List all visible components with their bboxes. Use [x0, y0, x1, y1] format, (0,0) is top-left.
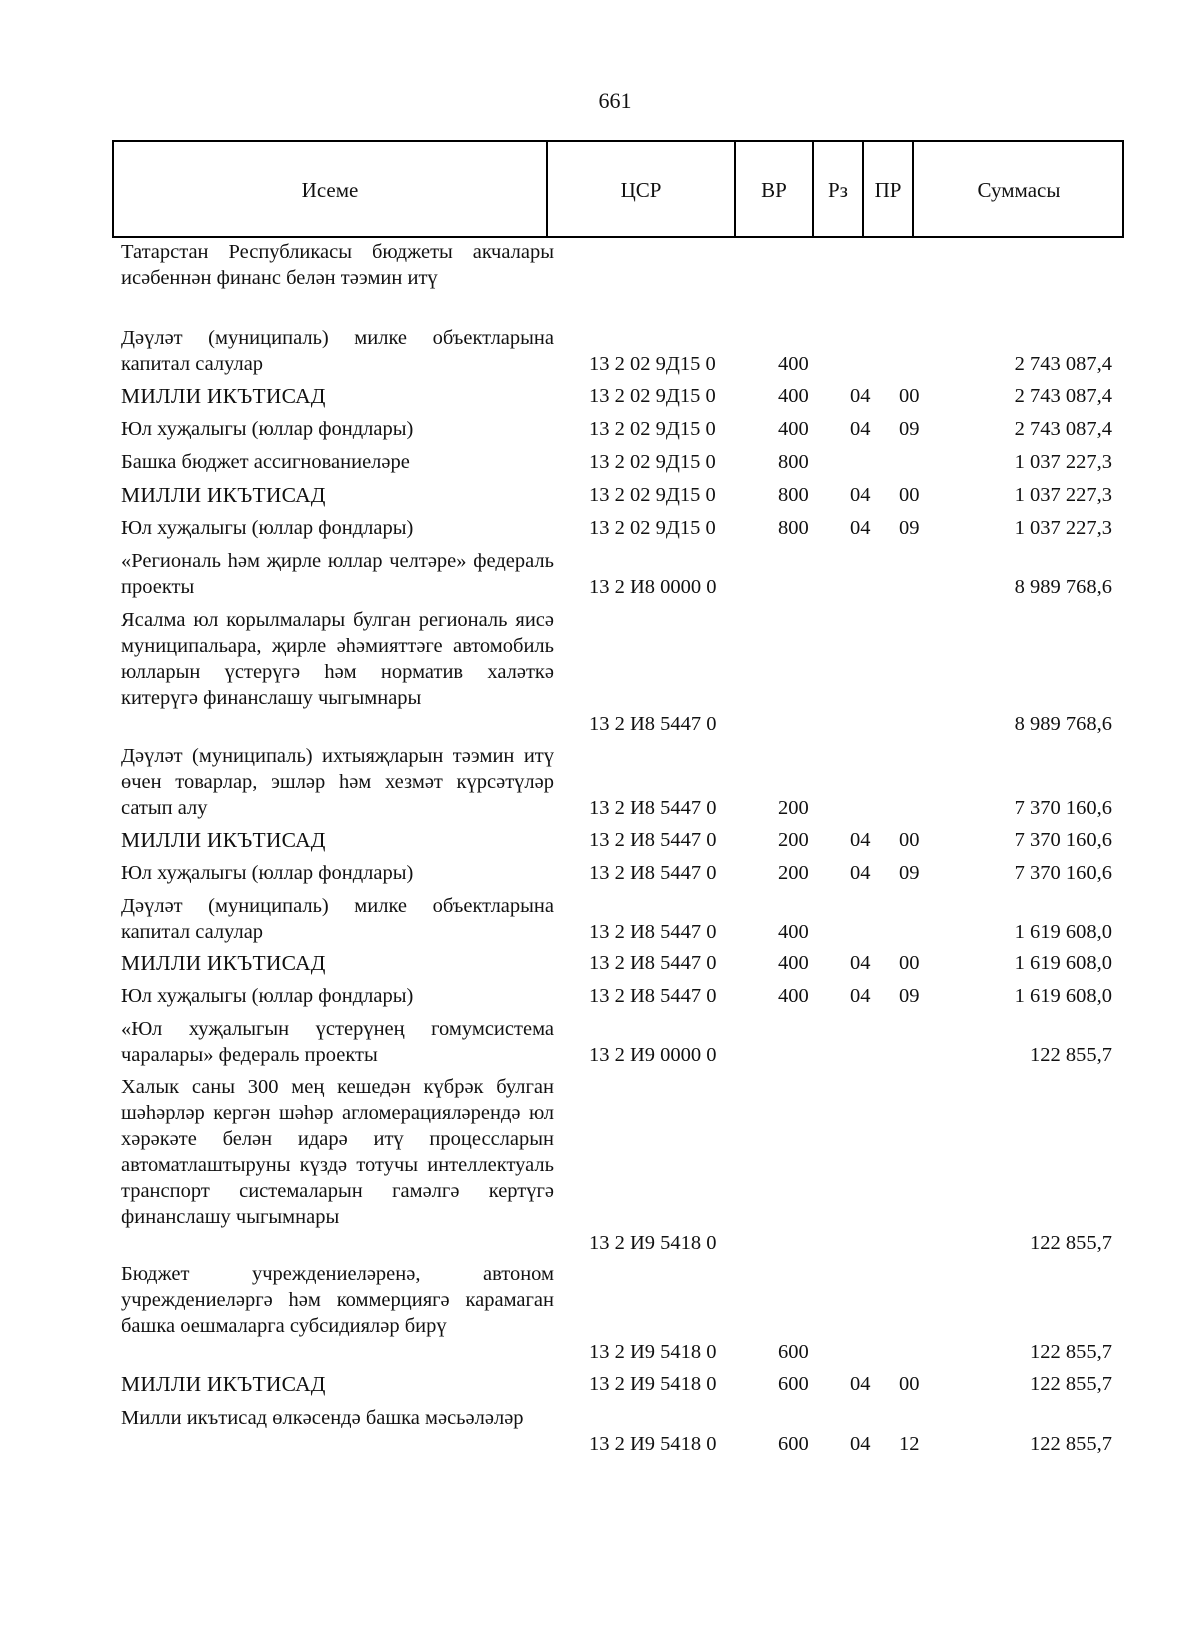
row-vr: 400: [778, 921, 809, 943]
row-pr: 09: [899, 418, 920, 440]
row-vr: 400: [778, 385, 809, 407]
row-vr: 400: [778, 952, 809, 974]
table-row: [0, 1371, 1200, 1397]
row-csr: 13 2 02 9Д15 0: [589, 418, 716, 440]
row-sum: 7 370 160,6: [1014, 797, 1112, 819]
header-csr: ЦСР: [620, 177, 662, 202]
row-sum: 7 370 160,6: [1014, 862, 1112, 884]
row-name: МИЛЛИ ИКЪТИСАД: [121, 483, 326, 507]
row-csr: 13 2 И9 0000 0: [589, 1044, 717, 1066]
table-row: [0, 893, 1200, 945]
row-vr: 800: [778, 517, 809, 539]
row-csr: 13 2 И8 5447 0: [589, 713, 717, 735]
row-sum: 2 743 087,4: [1014, 418, 1112, 440]
row-csr: 13 2 02 9Д15 0: [589, 484, 716, 506]
row-name: «Региональ һәм җирле юллар челтәре» федераль проекты: [121, 550, 554, 598]
row-sum: 122 855,7: [1030, 1373, 1112, 1395]
row-name: Дәүләт (муниципаль) милке объектларына капитал салулар: [121, 327, 554, 375]
row-csr: 13 2 И8 5447 0: [589, 829, 717, 851]
row-rz: 04: [850, 985, 871, 1007]
header-name: Исеме: [301, 177, 359, 202]
row-rz: 04: [850, 517, 871, 539]
table-row: [0, 827, 1200, 853]
row-rz: 04: [850, 952, 871, 974]
table-row: [0, 449, 1200, 475]
table-header: [112, 140, 1124, 238]
row-name: Юл хуҗалыгы (юллар фондлары): [121, 418, 414, 440]
row-sum: 8 989 768,6: [1014, 713, 1112, 735]
table-row: [0, 1261, 1200, 1365]
table-row: [0, 983, 1200, 1009]
table-row: [0, 239, 1200, 317]
row-pr: 00: [899, 1373, 920, 1395]
table-row: [0, 607, 1200, 737]
row-sum: 7 370 160,6: [1014, 829, 1112, 851]
row-sum: 2 743 087,4: [1014, 385, 1112, 407]
row-name: Милли икътисад өлкәсендә башка мәсьәләләр: [121, 1407, 524, 1429]
table-row: [0, 383, 1200, 409]
row-sum: 122 855,7: [1030, 1232, 1112, 1254]
row-csr: 13 2 И8 5447 0: [589, 985, 717, 1007]
row-sum: 122 855,7: [1030, 1433, 1112, 1455]
table-row: [0, 482, 1200, 508]
table-row: [0, 1405, 1200, 1457]
row-sum: 1 037 227,3: [1014, 451, 1112, 473]
row-csr: 13 2 И9 5418 0: [589, 1433, 717, 1455]
row-sum: 122 855,7: [1030, 1044, 1112, 1066]
page-number: 661: [598, 88, 632, 113]
table-row: [0, 416, 1200, 442]
table-row: [0, 1016, 1200, 1068]
row-name: Татарстан Республикасы бюджеты акчалары исәбеннән финанс белән тәэмин итү: [121, 241, 554, 289]
table-row: [0, 325, 1200, 377]
row-sum: 1 619 608,0: [1014, 921, 1112, 943]
row-rz: 04: [850, 862, 871, 884]
row-vr: 600: [778, 1341, 809, 1363]
row-csr: 13 2 И8 5447 0: [589, 797, 717, 819]
row-pr: 09: [899, 985, 920, 1007]
row-csr: 13 2 И9 5418 0: [589, 1341, 717, 1363]
header-vr: ВР: [761, 177, 787, 202]
row-vr: 600: [778, 1433, 809, 1455]
row-vr: 200: [778, 829, 809, 851]
row-name: Юл хуҗалыгы (юллар фондлары): [121, 985, 414, 1007]
header-pr: ПР: [874, 177, 902, 202]
row-rz: 04: [850, 829, 871, 851]
header-sum: Суммасы: [977, 177, 1061, 202]
row-name: Юл хуҗалыгы (юллар фондлары): [121, 862, 414, 884]
row-pr: 12: [899, 1433, 920, 1455]
row-csr: 13 2 И9 5418 0: [589, 1373, 717, 1395]
row-name: Дәүләт (муниципаль) ихтыяҗларын тәэмин итү өчен товарлар, эшләр һәм хезмәт күрсәтүләр сатып алу: [121, 745, 554, 819]
row-name: Башка бюджет ассигнованиеләре: [121, 451, 410, 473]
row-csr: 13 2 И8 5447 0: [589, 952, 717, 974]
row-vr: 400: [778, 353, 809, 375]
row-name: МИЛЛИ ИКЪТИСАД: [121, 1372, 326, 1396]
row-csr: 13 2 02 9Д15 0: [589, 517, 716, 539]
table-row: [0, 860, 1200, 886]
row-pr: 09: [899, 862, 920, 884]
row-name: Ясалма юл корылмалары булган региональ яисә муниципальара, җирле әһәмияттәге автомобиль юлларын үстерүгә һәм норматив халәткә китерүгә финанслашу чыгымнары: [121, 609, 554, 709]
row-sum: 1 037 227,3: [1014, 517, 1112, 539]
row-csr: 13 2 И9 5418 0: [589, 1232, 717, 1254]
row-pr: 00: [899, 484, 920, 506]
row-vr: 400: [778, 985, 809, 1007]
row-csr: 13 2 02 9Д15 0: [589, 353, 716, 375]
row-csr: 13 2 И8 5447 0: [589, 921, 717, 943]
row-rz: 04: [850, 484, 871, 506]
row-rz: 04: [850, 385, 871, 407]
row-vr: 200: [778, 797, 809, 819]
row-name: МИЛЛИ ИКЪТИСАД: [121, 384, 326, 408]
header-rz: Рз: [828, 177, 848, 202]
row-vr: 200: [778, 862, 809, 884]
table-row: [0, 743, 1200, 821]
row-pr: 00: [899, 385, 920, 407]
row-name: Бюджет учреждениеләренә, автоном учреждениеләргә һәм коммерциягә карамаган башка оешмаларга субсидияләр бирү: [121, 1263, 554, 1337]
row-sum: 1 619 608,0: [1014, 952, 1112, 974]
row-name: Дәүләт (муниципаль) милке объектларына капитал салулар: [121, 895, 554, 943]
row-sum: 8 989 768,6: [1014, 576, 1112, 598]
row-name: МИЛЛИ ИКЪТИСАД: [121, 951, 326, 975]
row-sum: 122 855,7: [1030, 1341, 1112, 1363]
row-sum: 1 037 227,3: [1014, 484, 1112, 506]
table-row: [0, 515, 1200, 541]
row-csr: 13 2 02 9Д15 0: [589, 385, 716, 407]
row-csr: 13 2 И8 0000 0: [589, 576, 717, 598]
row-pr: 00: [899, 829, 920, 851]
row-pr: 09: [899, 517, 920, 539]
table-row: [0, 950, 1200, 976]
row-name: «Юл хуҗалыгын үстерүнең гомумсистема чаралары» федераль проекты: [121, 1018, 554, 1066]
row-vr: 800: [778, 484, 809, 506]
row-vr: 800: [778, 451, 809, 473]
row-name: Халык саны 300 мең кешедән күбрәк булган шәһәрләр кергән шәһәр агломерацияләрендә юл хәрәкәте белән идарә итү процессларын автоматлаштыруны күздә тотучы интеллектуаль транспорт системаларын гамәлгә кертүгә финанслашу чыгымнары: [121, 1076, 554, 1228]
row-name: Юл хуҗалыгы (юллар фондлары): [121, 517, 414, 539]
row-sum: 1 619 608,0: [1014, 985, 1112, 1007]
row-rz: 04: [850, 1373, 871, 1395]
row-pr: 00: [899, 952, 920, 974]
row-name: МИЛЛИ ИКЪТИСАД: [121, 828, 326, 852]
row-rz: 04: [850, 418, 871, 440]
row-csr: 13 2 И8 5447 0: [589, 862, 717, 884]
row-vr: 600: [778, 1373, 809, 1395]
row-csr: 13 2 02 9Д15 0: [589, 451, 716, 473]
table-row: [0, 1074, 1200, 1256]
row-vr: 400: [778, 418, 809, 440]
row-rz: 04: [850, 1433, 871, 1455]
table-row: [0, 548, 1200, 600]
row-sum: 2 743 087,4: [1014, 353, 1112, 375]
